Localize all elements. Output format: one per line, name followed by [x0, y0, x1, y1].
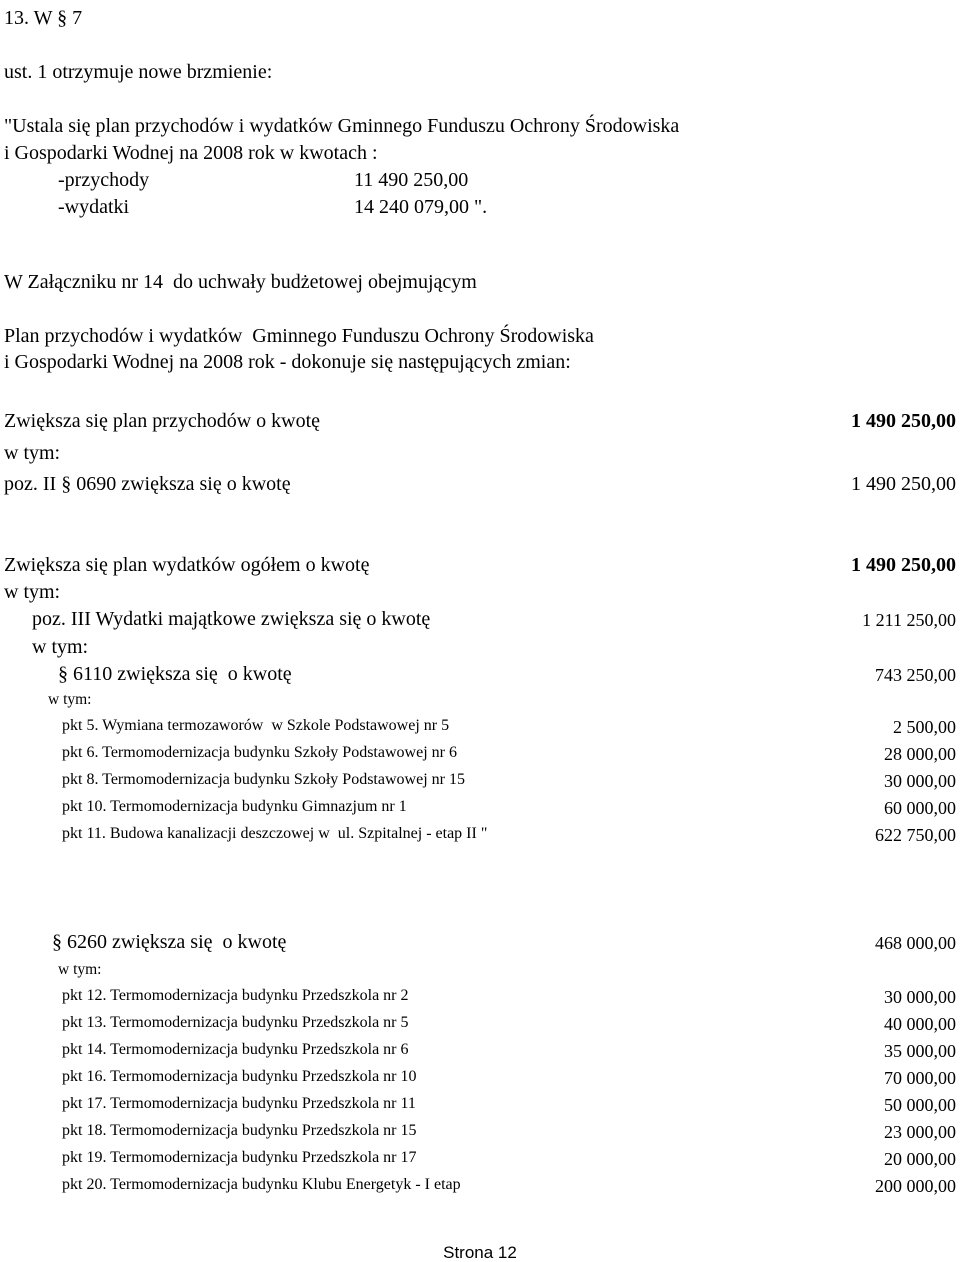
list-item: [0, 1177, 960, 1201]
expense-increase-label: Zwiększa się plan wydatków ogółem o kwotę: [4, 554, 370, 576]
paragraph-6260-wtym: w tym:: [58, 961, 102, 978]
section-heading: 13. W § 7: [4, 7, 83, 29]
list-item: [0, 1015, 960, 1039]
paragraph-6110-value: 743 250,00: [875, 665, 956, 685]
list-item: [0, 1123, 960, 1147]
item-value: 30 000,00: [884, 771, 956, 791]
item-value: 35 000,00: [884, 1041, 956, 1061]
item-label: pkt 13. Termomodernizacja budynku Przedszkola nr 5: [62, 1014, 409, 1031]
item-value: 60 000,00: [884, 798, 956, 818]
item-label: pkt 12. Termomodernizacja budynku Przedszkola nr 2: [62, 987, 409, 1004]
list-item: [0, 1042, 960, 1066]
list-item: [0, 1069, 960, 1093]
paragraph-6110-wtym: w tym:: [48, 691, 92, 708]
item-label: pkt 17. Termomodernizacja budynku Przedszkola nr 11: [62, 1095, 416, 1112]
list-item: [0, 826, 960, 850]
item-label: pkt 10. Termomodernizacja budynku Gimnazjum nr 1: [62, 798, 407, 815]
item-label: pkt 8. Termomodernizacja budynku Szkoły Podstawowej nr 15: [62, 771, 465, 788]
expense-position-value: 1 211 250,00: [862, 610, 956, 630]
expense-position-wtym: w tym:: [32, 636, 89, 658]
item-label: pkt 6. Termomodernizacja budynku Szkoły Podstawowej nr 6: [62, 744, 457, 761]
item-label: pkt 14. Termomodernizacja budynku Przedszkola nr 6: [62, 1041, 409, 1058]
item-value: 2 500,00: [893, 717, 956, 737]
list-item: [0, 1150, 960, 1174]
item-value: 20 000,00: [884, 1149, 956, 1169]
page-number: Strona 12: [443, 1243, 517, 1262]
item-label: pkt 16. Termomodernizacja budynku Przedszkola nr 10: [62, 1068, 417, 1085]
amendment-paragraph: ust. 1 otrzymuje nowe brzmienie:: [4, 61, 273, 83]
list-item: [0, 745, 960, 769]
expense-wtym: w tym:: [4, 581, 61, 603]
expense-position-label: poz. III Wydatki majątkowe zwiększa się o kwotę: [32, 608, 431, 630]
item-value: 50 000,00: [884, 1095, 956, 1115]
item-value: 23 000,00: [884, 1122, 956, 1142]
paragraph-6260-label: § 6260 zwiększa się o kwotę: [52, 931, 287, 953]
income-increase-label: Zwiększa się plan przychodów o kwotę: [4, 410, 321, 432]
paragraph-6260-value: 468 000,00: [875, 933, 956, 953]
item-value: 28 000,00: [884, 744, 956, 764]
item-value: 40 000,00: [884, 1014, 956, 1034]
list-item: [0, 718, 960, 742]
expense-value: 14 240 079,00 ".: [354, 196, 488, 218]
expense-increase-value: 1 490 250,00: [851, 554, 956, 576]
list-item: [0, 799, 960, 823]
item-value: 30 000,00: [884, 987, 956, 1007]
intro-line-3: i Gospodarki Wodnej na 2008 rok - dokonuje się następujących zmian:: [4, 351, 571, 373]
item-value: 622 750,00: [875, 825, 956, 845]
income-increase-value: 1 490 250,00: [851, 410, 956, 432]
expense-label: -wydatki: [58, 196, 130, 218]
intro-line-2: Plan przychodów i wydatków Gminnego Funduszu Ochrony Środowiska: [4, 325, 594, 347]
income-value: 11 490 250,00: [354, 169, 469, 191]
list-item: [0, 772, 960, 796]
income-wtym: w tym:: [4, 442, 61, 464]
item-label: pkt 20. Termomodernizacja budynku Klubu Energetyk - I etap: [62, 1176, 461, 1193]
quote-line-1: "Ustala się plan przychodów i wydatków Gminnego Funduszu Ochrony Środowiska: [4, 115, 680, 137]
item-label: pkt 5. Wymiana termozaworów w Szkole Podstawowej nr 5: [62, 717, 450, 734]
intro-line-1: W Załączniku nr 14 do uchwały budżetowej obejmującym: [4, 271, 477, 293]
paragraph-6110-label: § 6110 zwiększa się o kwotę: [58, 663, 292, 685]
item-value: 200 000,00: [875, 1176, 956, 1196]
item-label: pkt 19. Termomodernizacja budynku Przedszkola nr 17: [62, 1149, 417, 1166]
income-label: -przychody: [58, 169, 150, 191]
quote-line-2: i Gospodarki Wodnej na 2008 rok w kwotach :: [4, 142, 378, 164]
income-position-label: poz. II § 0690 zwiększa się o kwotę: [4, 473, 291, 495]
item-value: 70 000,00: [884, 1068, 956, 1088]
list-item: [0, 1096, 960, 1120]
item-label: pkt 11. Budowa kanalizacji deszczowej w ul. Szpitalnej - etap II ": [62, 825, 488, 842]
income-position-value: 1 490 250,00: [851, 473, 956, 495]
item-label: pkt 18. Termomodernizacja budynku Przedszkola nr 15: [62, 1122, 417, 1139]
list-item: [0, 988, 960, 1012]
